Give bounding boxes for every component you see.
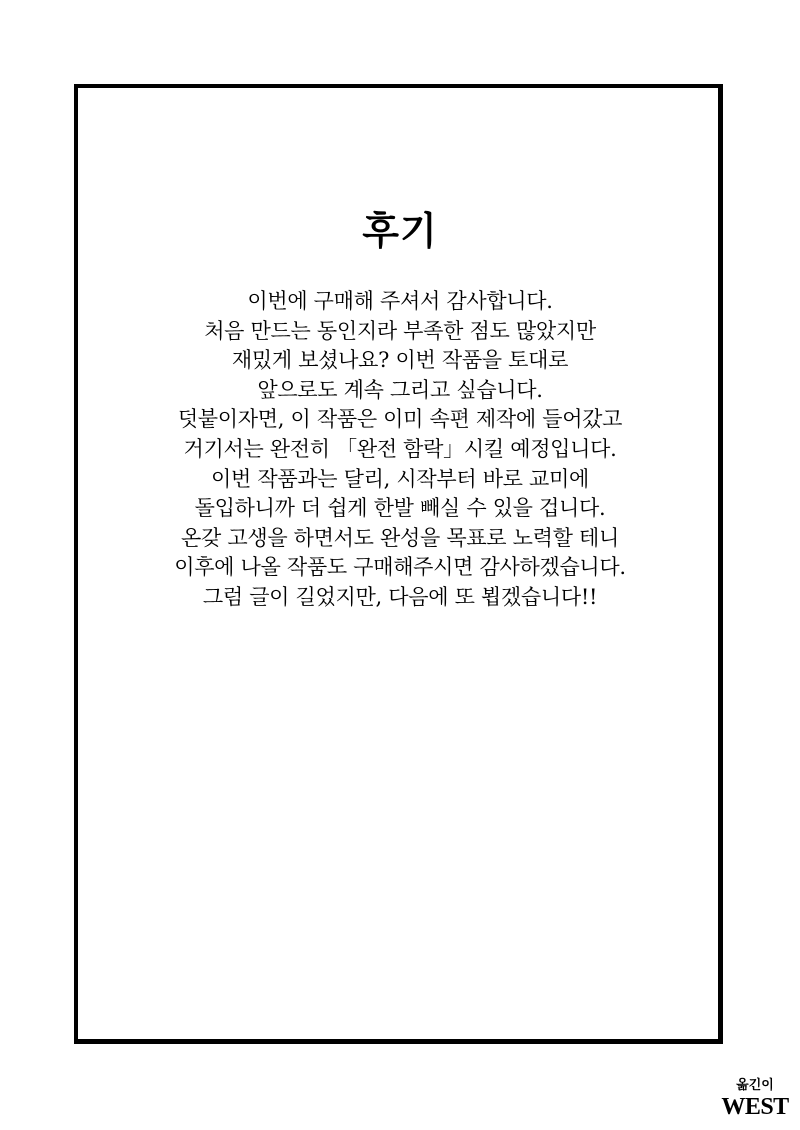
text-line: 이후에 나올 작품도 구매해주시면 감사하겠습니다. bbox=[174, 555, 626, 580]
text-line: 처음 만드는 동인지라 부족한 점도 많았지만 bbox=[204, 318, 596, 343]
credit-name: WEST bbox=[721, 1094, 789, 1120]
credit-label: 옮긴이 bbox=[736, 1078, 774, 1093]
text-line: 덧붙이자면, 이 작품은 이미 속편 제작에 들어갔고 bbox=[177, 407, 623, 432]
text-line: 재밌게 보셨나요? 이번 작품을 토대로 bbox=[231, 348, 569, 373]
translator-credit bbox=[720, 1078, 790, 1120]
text-line: 그럼 글이 길었지만, 다음에 또 뵙겠습니다!! bbox=[202, 584, 598, 609]
text-line: 이번 작품과는 달리, 시작부터 바로 교미에 bbox=[210, 466, 589, 491]
page-title: 후기 bbox=[362, 209, 438, 253]
text-line: 돌입하니까 더 쉽게 한발 빼실 수 있을 겁니다. bbox=[194, 496, 606, 521]
text-line: 거기서는 완전히 「완전 함락」시킬 예정입니다. bbox=[183, 436, 617, 461]
text-line: 이번에 구매해 주셔서 감사합니다. bbox=[247, 289, 553, 313]
text-line: 온갖 고생을 하면서도 완성을 목표로 노력할 테니 bbox=[181, 525, 619, 550]
text-line: 앞으로도 계속 그리고 싶습니다. bbox=[257, 377, 543, 402]
afterword-text bbox=[0, 287, 800, 613]
